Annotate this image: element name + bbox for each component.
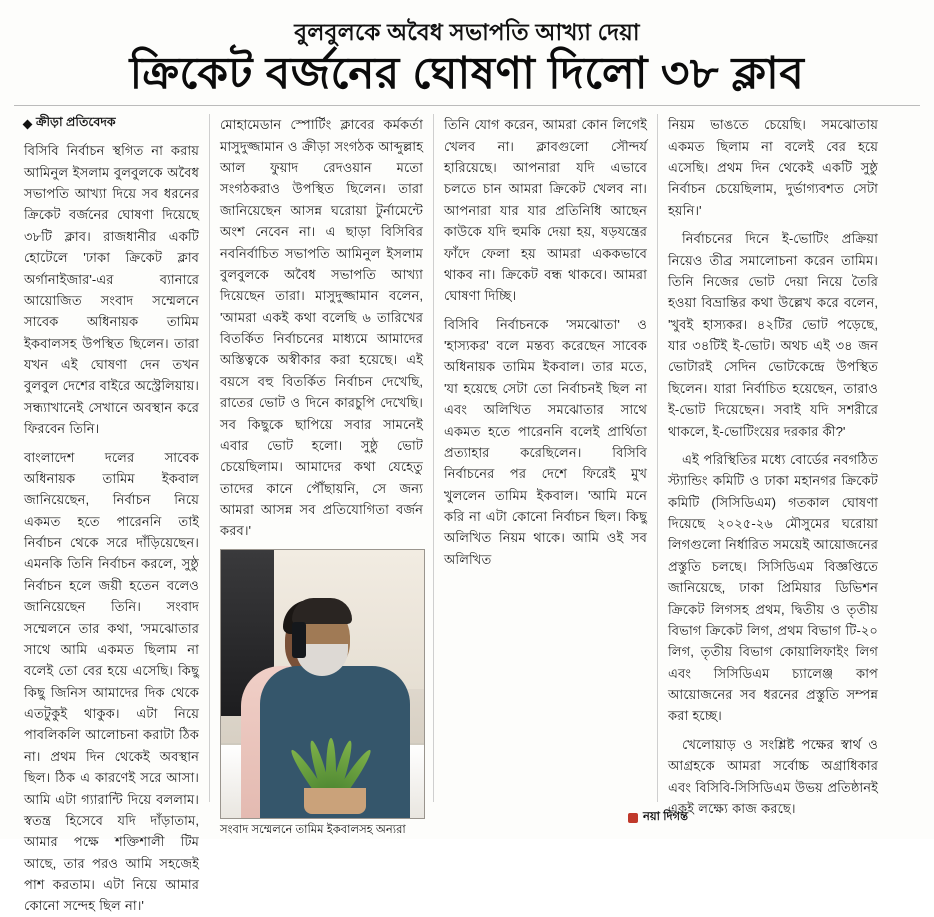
paragraph: বিসিবি নির্বাচনকে 'সমঝোতা' ও 'হাস্যকর' বলে মন্তব্য করেছেন সাবেক অধিনায়ক তামিম ইকবাল। তার মতে, 'যা হয়েছে সেটা তো নির্বাচনই ছিল না এবং অলিখিত সমঝোতার সাথে একমত হতে পারেননি বলেই প্রার্থিতা প্রত্যাহার করেছিলেন। বিসিবি নির্বাচনের পর দেশে ফিরেই মুখ খুললেন তামিম ইকবাল। 'আমি মনে করি না এটা কোনো নির্বাচন ছিল। কিছু অলিখিত নিয়ম থাকে। আমি ওই সব অলিখিত (444, 316, 647, 567)
logo-mark-icon (628, 813, 638, 823)
plant-pot (304, 788, 366, 814)
article-column-1 (14, 114, 210, 914)
kicker-line: বুলবুলকে অবৈধ সভাপতি আখ্যা দেয়া (294, 19, 640, 45)
publication-name: নয়া দিগন্ত (643, 811, 688, 823)
paragraph: নির্বাচনের দিনে ই-ভোটিং প্রক্রিয়া নিয়েও তীব্র সমালোচনা করেন তামিম। তিনি নিজের ভোট দেয়া নিয়ে তৈরি হওয়া বিভ্রান্তির কথা উল্লেখ করে বলেন, 'খুবই হাস্যকর। ৪২টির ভোট পড়েছে, যার ৩৪টিই ই-ভোট। অথচ এই ৩৪ জন ভোটারই সেদিন ভোটকেন্দ্রে উপস্থিত ছিলেন। যারা নির্বাচিত হয়েছেন, তারাও ই-ভোট দিয়েছেন। সবাই যদি সশরীরে থাকলে, ই-ভোটিংয়ের দরকার কী?' (668, 231, 878, 439)
person-right-hair (292, 598, 352, 624)
publication-logo (628, 808, 688, 827)
photo-caption: সংবাদ সম্মেলনে তামিম ইকবালসহ অন্যরা (220, 823, 406, 836)
page-title: ক্রিকেট বর্জনের ঘোষণা দিলো ৩৮ ক্লাব (129, 48, 805, 98)
diamond-bullet-icon (23, 119, 33, 129)
paragraph: খেলোয়াড় ও সংশ্লিষ্ট পক্ষের স্বার্থ ও আগ্রহকে আমরা সর্বোচ্চ অগ্রাধিকার এবং বিসিবি-সিসিডিএম উভয় প্রতিষ্ঠানই একই লক্ষ্যে কাজ করছে। (668, 736, 878, 816)
article-column-2 (210, 114, 434, 836)
byline-label: ক্রীড়া প্রতিবেদক (36, 115, 116, 130)
article-column-3 (434, 114, 658, 802)
paragraph: বাংলাদেশ দলের সাবেক অধিনায়ক তামিম ইকবাল জানিয়েছেন, নির্বাচন নিয়ে একমত হতে পারেননি তাই নির্বাচন থেকে সরে দাঁড়িয়েছেন। এমনকি তিনি নির্বাচন করলে, সুষ্ঠু নির্বাচন হলে জয়ী হতেন বলেও জানিয়েছেন তিনি। সংবাদ সম্মেলনে তার কথা, 'সমঝোতার সাথে আমি একমত ছিলাম না বলেই তো বের হয়ে এসেছি। কিছু কিছু জিনিস আমাদের দিক থেকে এতটুকুই থাকুক। এটা নিয়ে পাবলিকলি আলোচনা করাটা ঠিক না। প্রথম দিন থেকেই অবস্থান ছিল। ঠিক এ কারণেই সরে আসা। আমি এটা গ্যারান্টি দিয়ে বললাম। স্বতন্ত্র হিসেবে যদি দাঁড়াতাম, আমার পক্ষে শক্তিশালী টিম আছে, তার পরও আমি সহজেই পাশ করতাম। এটা নিয়ে আমার কোনো সন্দেহ ছিল না।' (24, 449, 199, 914)
paragraph: এই পরিস্থিতির মধ্যে বোর্ডের নবগঠিত স্ট্যান্ডিং কমিটি ও ঢাকা মহানগর ক্রিকেট কমিটি (সিসিডিএম) গতকাল ঘোষণা দিয়েছে ২০২৫-২৬ মৌসুমের ঘরোয়া লিগগুলো নির্ধারিত সময়েই আয়োজনের প্রস্তুতি চলছে। সিসিডিএম বিজ্ঞপ্তিতে জানিয়েছে, ঢাকা প্রিমিয়ার ডিভিশন ক্রিকেট লিগসহ প্রথম, দ্বিতীয় ও তৃতীয় বিভাগ ক্রিকেট লিগ, প্রথম বিভাগ টি-২০ লিগ, তৃতীয় বিভাগ কোয়ালিফাইং লিগ এবং সিসিডিএম চ্যালেঞ্জ কাপ আয়োজনের সব ধরনের প্রস্তুতি সম্পন্ন করা হচ্ছে। (668, 451, 878, 724)
paragraph: তিনি যোগ করেন, আমরা কোন লিগেই খেলব না। ক্লাবগুলো সৌন্দর্য হারিয়েছে। আপনারা যদি এভাবে চলতে চান আমরা ক্রিকেট খেলব না। আপনারা যার যার প্রতিনিধি আছেন কাউকে যদি হুমকি দেয়া হয়, ষড়যন্ত্রের ফাঁদে ফেলা হয় আমরা এককভাবে থাকব না। ক্রিকেট বন্ধ থাকবে। আমরা ঘোষণা দিচ্ছি। (444, 117, 647, 304)
header-divider (14, 105, 920, 106)
potted-plant (276, 696, 394, 814)
paragraph: নিয়ম ভাঙতে চেয়েছি। সমঝোতায় একমত ছিলাম না বলেই বের হয়ে এসেছি। প্রথম দিন থেকেই একটি সুষ্ঠু নির্বাচন চেয়েছিলাম, দুর্ভাগ্যবশত সেটা হয়নি।' (668, 117, 878, 218)
article-photo-block (220, 549, 423, 839)
press-conference-photo (220, 549, 425, 819)
byline (24, 114, 199, 134)
article-column-4 (658, 114, 888, 816)
paragraph: বিসিবি নির্বাচন স্থগিত না করায় আমিনুল ইসলাম বুলবুলকে অবৈধ সভাপতি আখ্যা দিয়ে সব ধরনের ক্রিকেট বর্জনের ঘোষণা দিয়েছে ৩৮টি ক্লাব। রাজধানীর একটি হোটেলে 'ঢাকা ক্রিকেট ক্লাব অর্গানাইজার'-এর ব্যানারে আয়োজিত সংবাদ সম্মেলনে সাবেক অধিনায়ক তামিম ইকবালসহ উপস্থিত ছিলেন। তারা যখন এই ঘোষণা দেন তখন বুলবুল দেশের বাইরে অস্ট্রেলিয়ায়। সন্ধ্যাখানেই সেখানে অবস্থান করে ফিরবেন তিনি। (24, 143, 199, 437)
paragraph: মোহামেডান স্পোর্টিং ক্লাবের কর্মকর্তা মাসুদুজ্জামান ও ক্রীড়া সংগঠক আব্দুল্লাহ আল ফুয়াদ রেদওয়ান মতো সংগঠকরাও উপস্থিত ছিলেন। তারা জানিয়েছেন আসন্ন ঘরোয়া টুর্নামেন্টে অংশ নেবেন না। এ ছাড়া বিসিবির নবনির্বাচিত সভাপতি আমিনুল ইসলাম বুলবুলকে অবৈধ সভাপতি আখ্যা দিয়েছেন তারা। মাসুদুজ্জামান বলেন, 'আমরা একই কথা বলেছি ৬ তারিখের বিতর্কিত নির্বাচনের মাধ্যমে আমাদের অস্তিত্বকে অস্বীকার করা হয়েছে। এই বয়সে বহু বিতর্কিত নির্বাচন দেখেছি, রাতের ভোট ও দিনে কারচুপি দেখেছি। সব কিছুকে ছাপিয়ে সবার সামনেই এবার ভোট হলো। সুষ্ঠু ভোট চেয়েছিলাম। আমাদের কথা যেহেতু তাদের কানে পৌঁছায়নি, সে জন্য আমরা আসন্ন সব প্রতিযোগিতা বর্জন করব।' (220, 117, 423, 539)
mobile-phone-icon (292, 622, 306, 658)
